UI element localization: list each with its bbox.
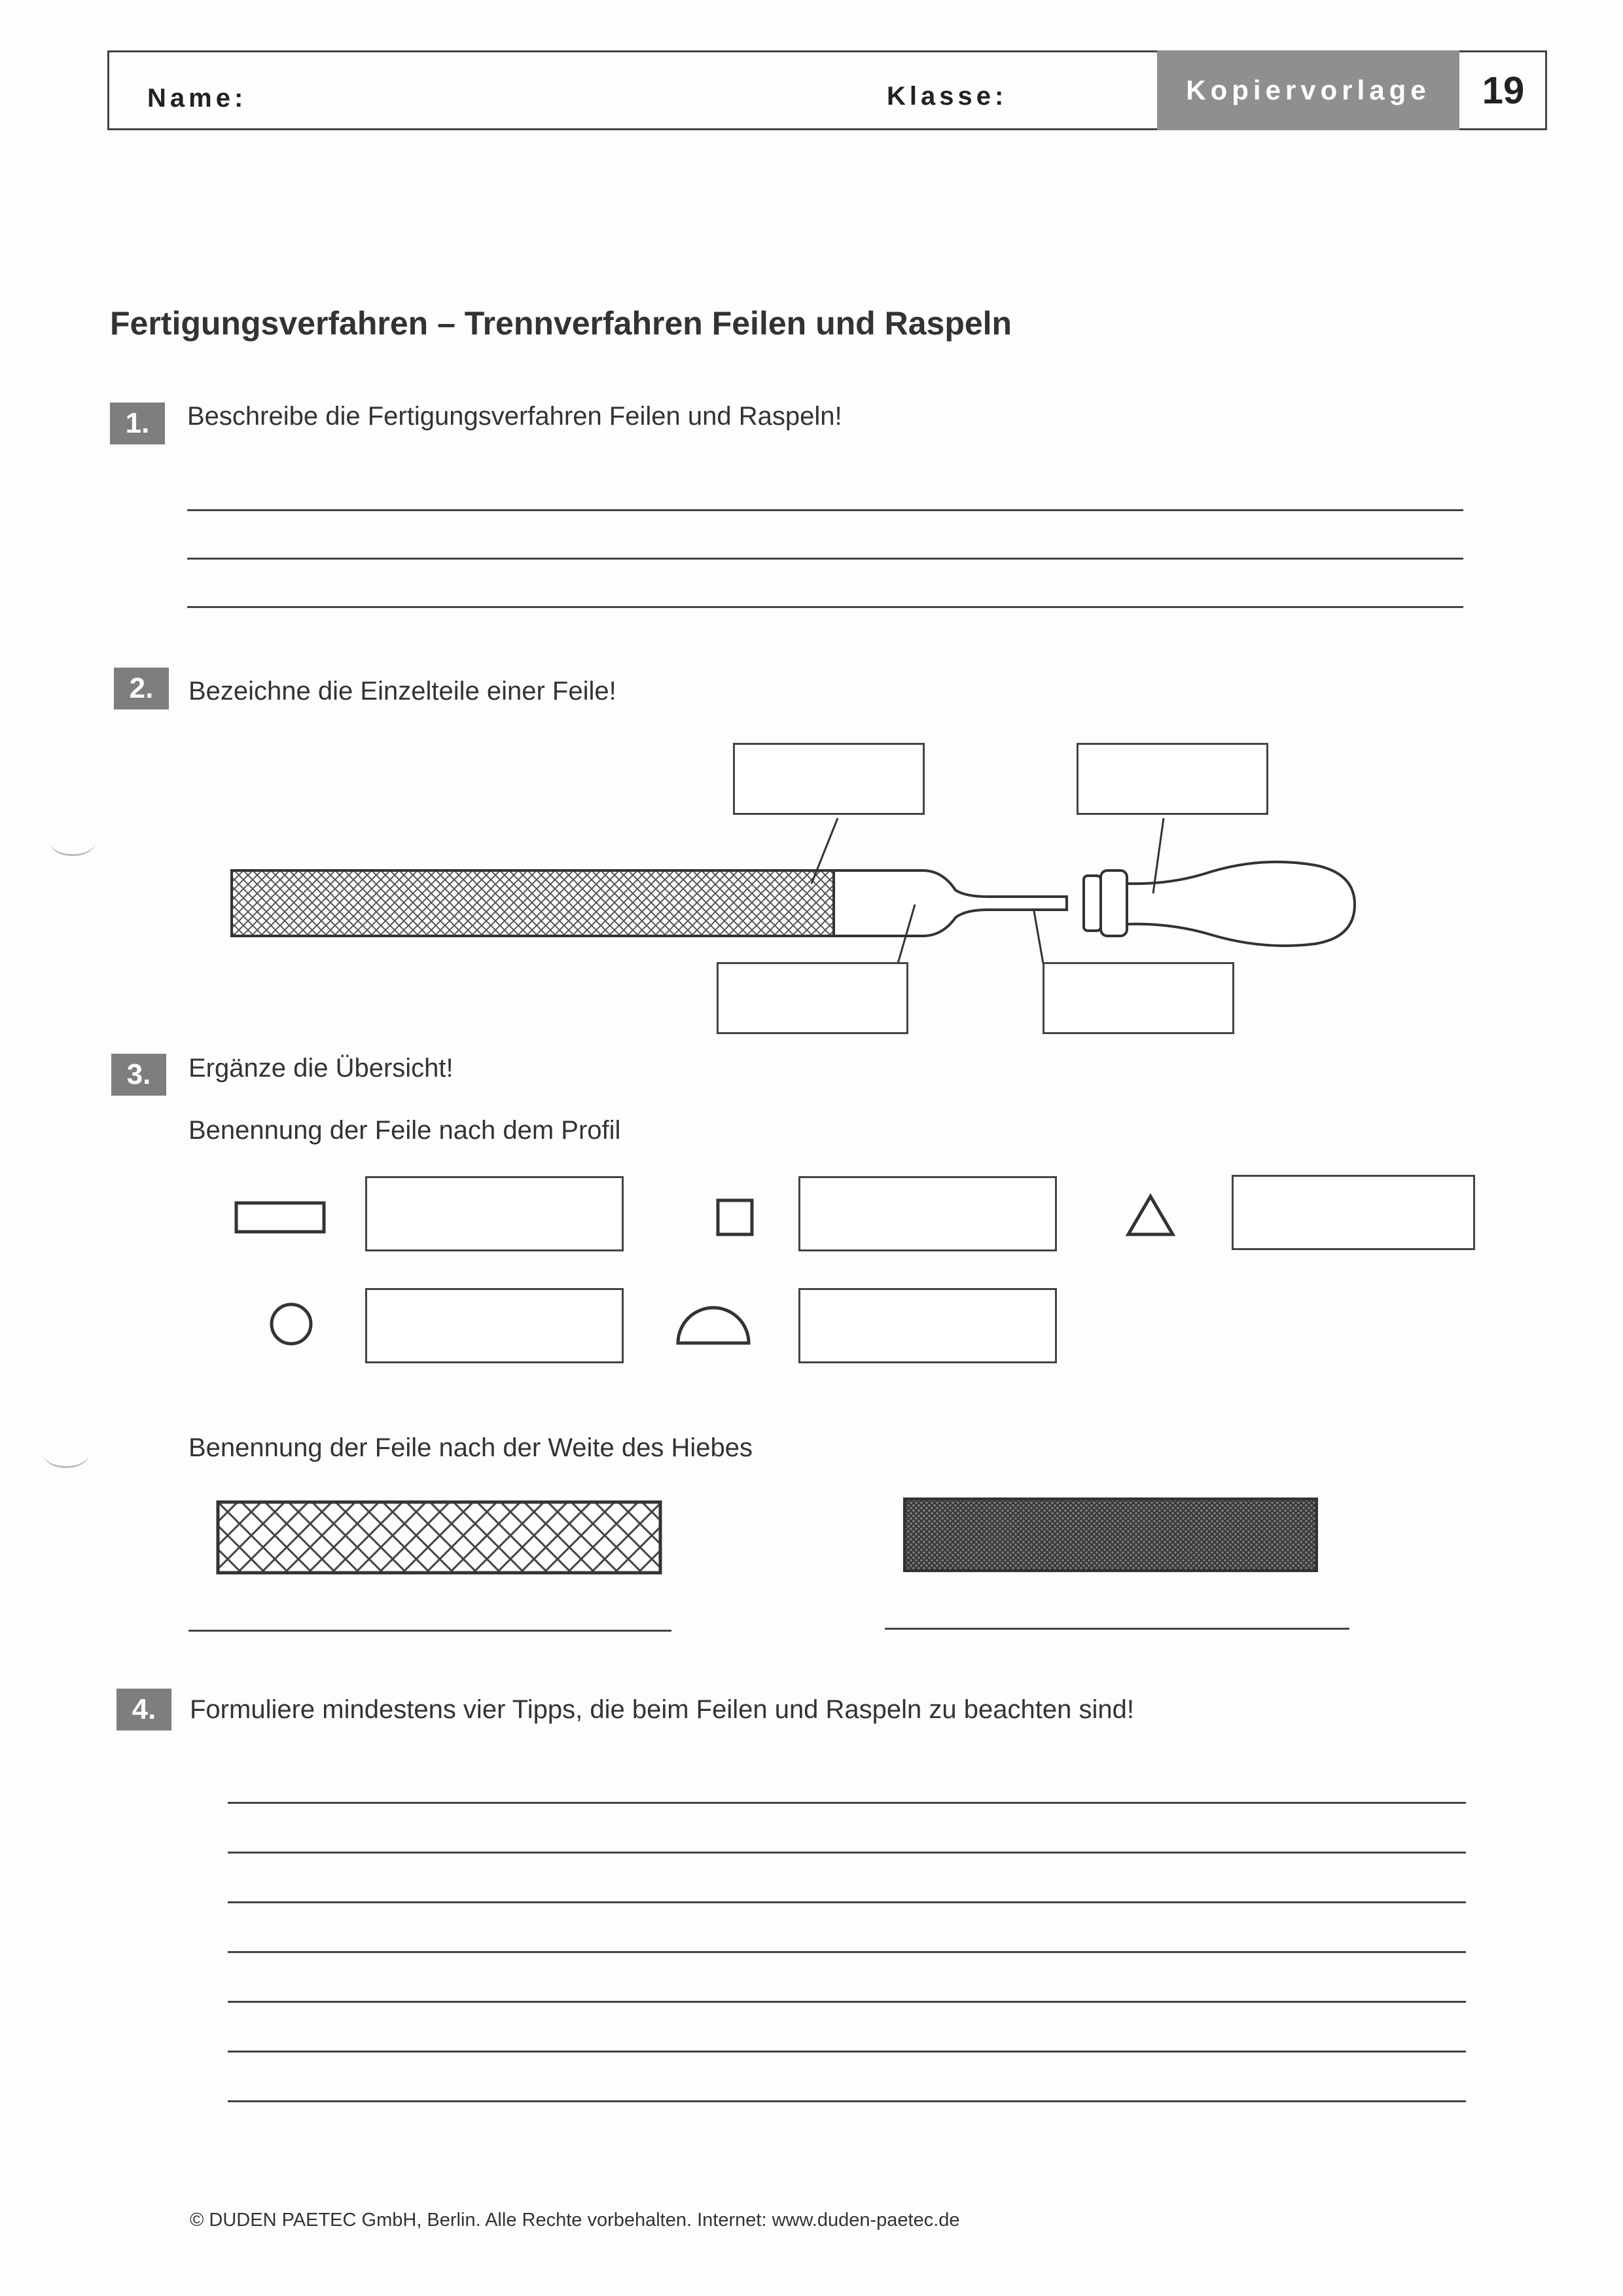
punch-hole <box>50 828 96 856</box>
answer-line[interactable] <box>187 606 1463 608</box>
answer-line[interactable] <box>228 1802 1466 1804</box>
task-1-text: Beschreibe die Fertigungsverfahren Feilen und Raspeln! <box>187 402 842 431</box>
label-box-blade[interactable] <box>733 743 925 815</box>
answer-line[interactable] <box>188 1630 671 1632</box>
class-label: Klasse: <box>887 82 1008 111</box>
square-icon <box>715 1198 755 1237</box>
label-box-shoulder[interactable] <box>717 962 908 1034</box>
answer-line[interactable] <box>228 2051 1466 2053</box>
answer-line[interactable] <box>228 1951 1466 1953</box>
answer-line[interactable] <box>187 509 1463 511</box>
task-2-number: 2. <box>114 668 169 709</box>
task-1-number: 1. <box>110 403 165 444</box>
punch-hole <box>43 1440 89 1468</box>
rectangle-icon <box>234 1201 326 1234</box>
answer-line[interactable] <box>228 2100 1466 2102</box>
triangle-icon <box>1124 1193 1177 1238</box>
copyright-footer: © DUDEN PAETEC GmbH, Berlin. Alle Rechte vorbehalten. Internet: www.duden-paetec.de <box>190 2210 960 2231</box>
profile-answer-box-flat[interactable] <box>365 1176 624 1251</box>
coarse-cut-file-icon <box>216 1500 662 1575</box>
kopiervorlage-badge: Kopiervorlage <box>1157 50 1459 130</box>
label-box-handle[interactable] <box>1077 743 1268 815</box>
page-number: 19 <box>1482 69 1525 112</box>
task-3-number: 3. <box>111 1054 166 1096</box>
profile-answer-box-triangle[interactable] <box>1232 1175 1475 1250</box>
answer-line[interactable] <box>228 1901 1466 1903</box>
task-3-text: Ergänze die Übersicht! <box>188 1054 454 1083</box>
half-circle-icon <box>674 1302 753 1347</box>
answer-line[interactable] <box>885 1628 1349 1630</box>
file-handle-icon <box>1127 862 1355 946</box>
profile-answer-box-square[interactable] <box>798 1176 1057 1251</box>
page-title: Fertigungsverfahren – Trennverfahren Feilen und Raspeln <box>110 305 1012 342</box>
name-label: Name: <box>147 84 247 113</box>
file-tang-icon <box>834 870 1067 936</box>
task-2-text: Bezeichne die Einzelteile einer Feile! <box>188 677 616 706</box>
task-4-number: 4. <box>116 1689 171 1731</box>
answer-line[interactable] <box>187 558 1463 560</box>
answer-line[interactable] <box>228 1852 1466 1854</box>
task-4-text: Formuliere mindestens vier Tipps, die beim Feilen und Raspeln zu beachten sind! <box>190 1695 1134 1724</box>
profile-heading: Benennung der Feile nach dem Profil <box>188 1116 621 1145</box>
profile-answer-box-round[interactable] <box>365 1288 624 1363</box>
label-box-tang[interactable] <box>1043 962 1234 1034</box>
fine-cut-file-icon <box>903 1498 1318 1572</box>
file-ferrule-icon <box>1084 876 1101 931</box>
answer-line[interactable] <box>228 2001 1466 2003</box>
cut-heading: Benennung der Feile nach der Weite des Hiebes <box>188 1433 753 1462</box>
circle-icon <box>268 1301 314 1347</box>
file-blade-icon <box>232 870 834 936</box>
profile-answer-box-half-round[interactable] <box>798 1288 1057 1363</box>
